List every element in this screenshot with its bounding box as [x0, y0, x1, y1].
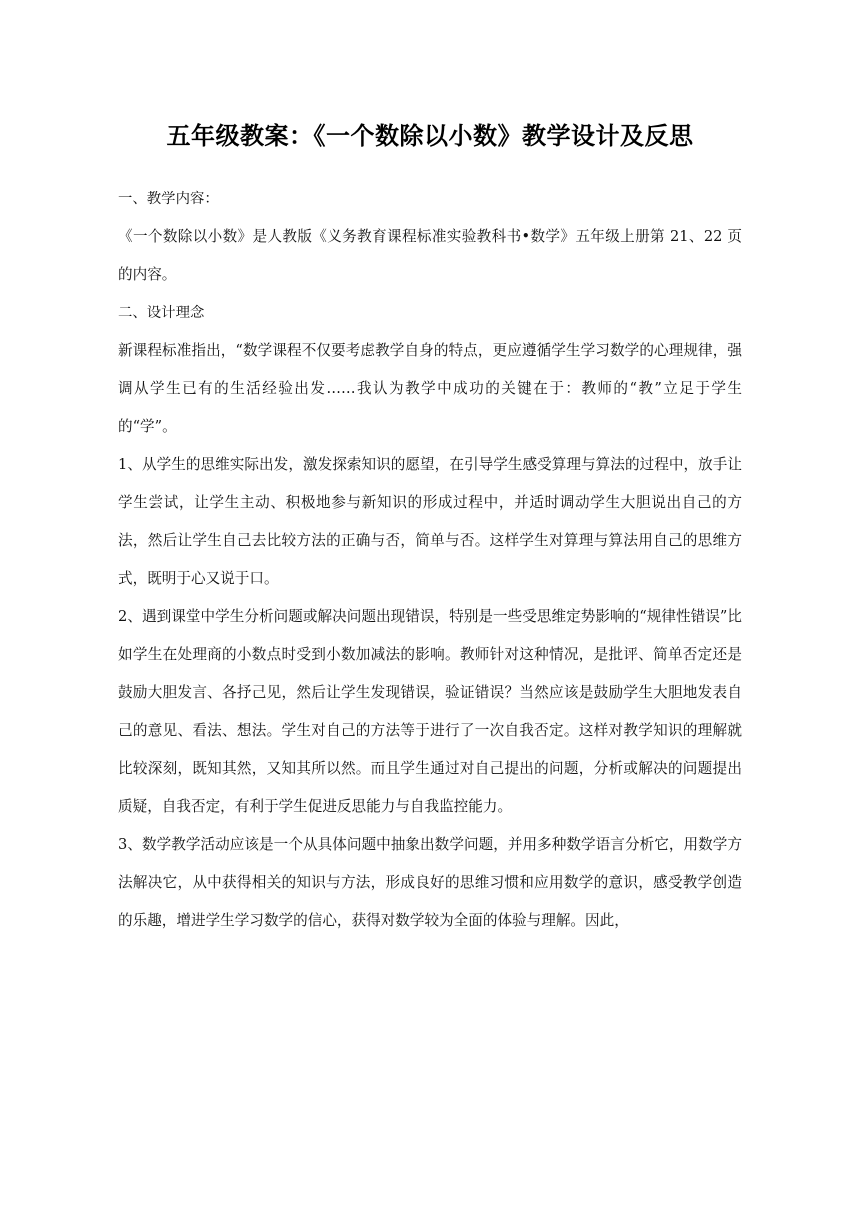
document-body [118, 180, 742, 940]
section-heading-design-concept: 二、设计理念 [118, 305, 205, 321]
paragraph-content-source: 《一个数除以小数》是人教版《义务教育课程标准实验教科书•数学》五年级上册第 21、22 页的内容。 [118, 228, 742, 283]
paragraph-point-2: 2、遇到课堂中学生分析问题或解决问题出现错误，特别是一些受思维定势影响的“规律性错误”比如学生在处理商的小数点时受到小数加减法的影响。教师针对这种情况，是批评、简单否定还是鼓励大胆发言、各抒己见，然后让学生发现错误，验证错误？当然应该是鼓励学生大胆地发表自己的意见、看法、想法。学生对自己的方法等于进行了一次自我否定。这样对教学知识的理解就比较深刻，既知其然，又知其所以然。而且学生通过对自己提出的问题，分析或解决的问题提出质疑，自我否定，有利于学生促进反思能力与自我监控能力。 [118, 608, 742, 815]
section-heading-teaching-content: 一、教学内容： [118, 191, 219, 207]
paragraph-curriculum-standard: 新课程标准指出，“数学课程不仅要考虑教学自身的特点，更应遵循学生学习数学的心理规律，强调从学生已有的生活经验出发……我认为教学中成功的关键在于：教师的“教”立足于学生的“学”。 [118, 342, 742, 435]
document-title: 五年级教案：《一个数除以小数》教学设计及反思 [166, 122, 694, 150]
paragraph-point-3: 3、数学教学活动应该是一个从具体问题中抽象出数学问题，并用多种数学语言分析它，用数学方法解决它，从中获得相关的知识与方法，形成良好的思维习惯和应用数学的意识，感受教学创造的乐趣，增进学生学习数学的信心，获得对数学较为全面的体验与理解。因此， [118, 836, 742, 929]
paragraph-point-1: 1、从学生的思维实际出发，激发探索知识的愿望，在引导学生感受算理与算法的过程中，放手让学生尝试，让学生主动、积极地参与新知识的形成过程中，并适时调动学生大胆说出自己的方法，然后让学生自己去比较方法的正确与否，简单与否。这样学生对算理与算法用自己的思维方式，既明于心又说于口。 [118, 456, 742, 587]
